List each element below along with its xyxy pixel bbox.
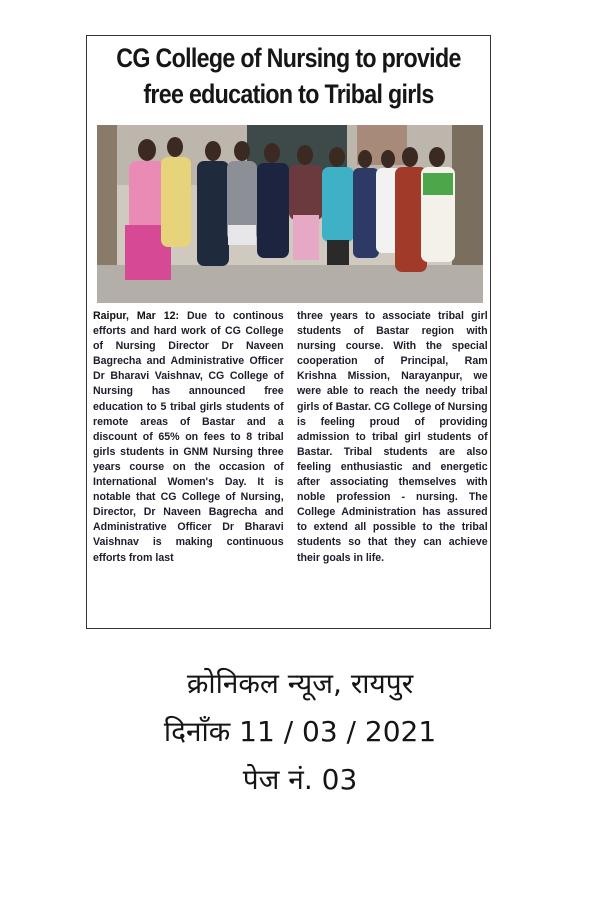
article-column-1 (93, 309, 283, 566)
article-body (93, 309, 487, 625)
headline-line-1: CG College of Nursing to provide (116, 43, 461, 73)
news-clipping (86, 35, 491, 629)
column-2-text: three years to associate tribal girl students of Bastar region with nursing course. With the special cooperation of Principal, Ram Krishna Mission, Narayanpur, we were able to reach the needy tribal girls of Bastar. CG College of Nursing is feeling proud of providing admission to tribal girl students of Bastar. Tribal students are also feeling enthusiastic and energetic after associating themselves with noble profession - nursing. The College Administration has assured to extend all possible to the tribal students so that they can achieve their goals in life. (297, 310, 488, 564)
page-number: पेज नं. 03 (242, 763, 358, 796)
group-photo (97, 125, 483, 303)
headline-line-2: free education to Tribal girls (143, 79, 434, 109)
headline (115, 40, 462, 112)
publication-name: क्रोनिकल न्यूज, रायपुर (186, 667, 414, 700)
publication-date: दिनाँक 11 / 03 / 2021 (163, 715, 437, 748)
dateline: Raipur, Mar 12: (93, 310, 180, 322)
column-1-text: Due to continous efforts and hard work of CG College of Nursing Director Dr Naveen Bagrecha and Administrative Officer Dr Bharavi Vaishnav, CG College of Nursing has announced free education to 5 tribal girls students of remote areas of Bastar and a discount of 65% on fees to 8 tribal girls students in GNM Nursing three years course on the occasion of International Women's Day. It is notable that CG College of Nursing, Director, Dr Naveen Bagrecha and Administrative Officer Dr Bharavi Vaishnav is making continuous efforts from last (93, 310, 284, 564)
group-photo-icon (97, 125, 483, 303)
article-column-2 (297, 309, 487, 566)
